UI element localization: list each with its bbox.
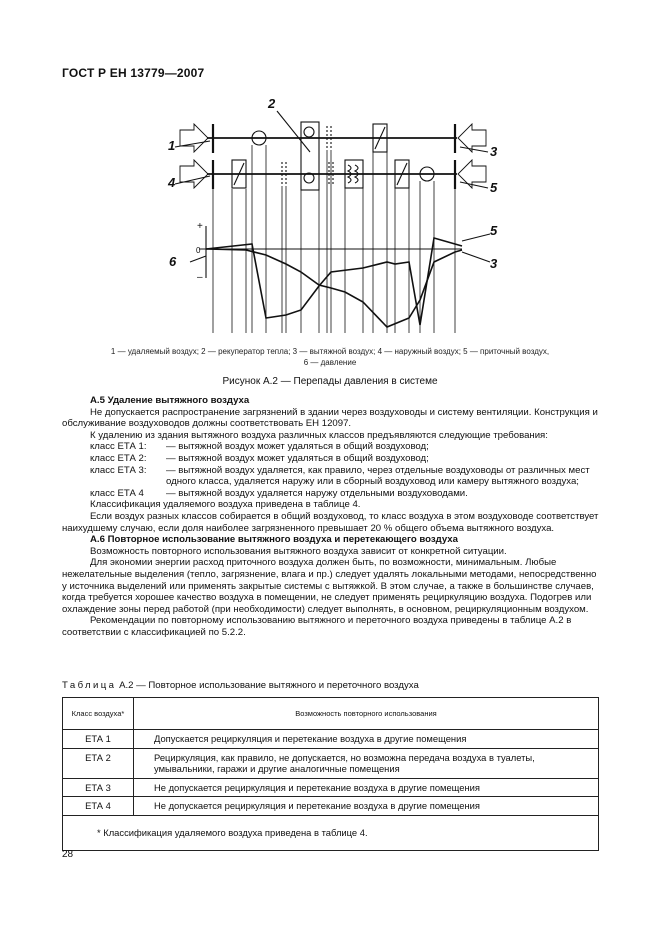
page-number: 28 <box>62 849 74 860</box>
pressure-curve <box>206 238 462 325</box>
pressure-curve <box>206 249 462 327</box>
callout-3-curve: 3 <box>490 256 498 271</box>
table-footnote-row <box>63 815 599 850</box>
recovery-wheel <box>304 127 314 137</box>
table-header-cell: Возможность повторного использования <box>134 698 599 730</box>
callout-2: 2 <box>268 96 276 111</box>
body-text <box>62 395 602 638</box>
class-item: класс ЕТА 4 — вытяжной воздух удаляется наружу отдельными воздуховодами. <box>90 487 468 499</box>
table-title: Таблица А.2 — Повторное использование вытяжного и переточного воздуха <box>62 680 419 691</box>
figure-legend: 1 — удаляемый воздух; 2 — рекуператор тепла; 3 — вытяжной воздух; 4 — наружный воздух; 5 — приточный воздух, 6 — давление <box>110 347 550 367</box>
table-cell: Не допускается рециркуляция и перетекание воздуха в другие помещения <box>134 797 599 816</box>
paragraph: Рекомендации по повторному использованию вытяжного и переточного воздуха приведены в таблице А.2 в соответствии с классификацией по 5.2.2. <box>62 615 572 638</box>
axis-minus: – <box>197 272 203 283</box>
table-row <box>63 778 599 797</box>
class-item: класс ЕТА 1: — вытяжной воздух может удаляться в общий воздуховод; <box>90 441 429 453</box>
table-cell: Не допускается рециркуляция и перетекание воздуха в другие помещения <box>134 778 599 797</box>
table-header-cell: Класс воздуха* <box>63 698 134 730</box>
table-cell: Допускается рециркуляция и перетекание воздуха в другие помещения <box>134 730 599 749</box>
table-footnote: * Классификация удаляемого воздуха приведена в таблице 4. <box>63 815 599 850</box>
callout-5-curve: 5 <box>490 223 498 238</box>
table-cell: ЕТА 3 <box>63 778 134 797</box>
table-row <box>63 748 599 778</box>
class-item: класс ЕТА 2: — вытяжной воздух может удаляться в общий воздуховод; <box>90 452 429 464</box>
section-heading-a6: А.6 Повторное использование вытяжного воздуха и перетекающего воздуха <box>90 534 458 546</box>
paragraph: Классификация удаляемого воздуха приведена в таблице 4. <box>90 499 361 511</box>
table-cell: Рециркуляция, как правило, не допускается, но возможна передача воздуха в туалеты, умывальники, гаражи и другие аналогичные помещения <box>134 748 599 778</box>
table-cell: ЕТА 4 <box>63 797 134 816</box>
class-item-continuation: одного класса, удаляется наружу или в сборный воздуховод или камеру вытяжного воздуха; <box>166 476 579 488</box>
callout-3: 3 <box>490 144 498 159</box>
flow-arrow <box>458 160 486 188</box>
table-row <box>63 730 599 749</box>
paragraph: Не допускается распространение загрязнений в здании через воздуховоды и систему вентиляции. Конструкция и обслуживание воздуховодов должны соответствовать ЕН 12097. <box>62 406 598 430</box>
paragraph: Возможность повторного использования вытяжного воздуха зависит от конкретной ситуации. <box>90 545 507 557</box>
table-cell: ЕТА 1 <box>63 730 134 749</box>
callout-4: 4 <box>168 175 176 190</box>
reuse-table <box>62 697 599 851</box>
paragraph: Для экономии энергии расход приточного воздуха должен быть, по возможности, минимальным. Любые нежелательные выделения (тепло, загрязнение, влага и пр.) следует удалять локальными методами, непосредственно у источника выделений или применять закрытые системы с вытяжкой. В этом случае, а также в большинстве случаев, когда требуется хорошее качество воздуха в помещении, не следует применять рециркуляцию воздуха. Подогрев или охлаждение зоны перед работой (при необходимости) следует выполнять, в основном, рециркуляционным воздухом. <box>62 557 597 615</box>
flow-arrow <box>180 124 208 152</box>
section-heading-a5: А.5 Удаление вытяжного воздуха <box>90 395 250 406</box>
axis-zero: 0 <box>196 246 201 255</box>
table-row <box>63 797 599 816</box>
callout-1: 1 <box>168 138 176 153</box>
callout-5: 5 <box>490 180 498 195</box>
pressure-diagram <box>0 0 661 345</box>
table-header-row <box>63 698 599 730</box>
table-cell: ЕТА 2 <box>63 748 134 778</box>
callout-6: 6 <box>169 254 177 269</box>
axis-plus: + <box>197 221 203 232</box>
class-item: класс ЕТА 3: — вытяжной воздух удаляется, как правило, через отдельные воздуховоды от различных мест <box>90 464 590 476</box>
figure-caption: Рисунок А.2 — Перепады давления в системе <box>222 376 438 387</box>
paragraph: К удалению из здания вытяжного воздуха различных классов предъявляются следующие требования: <box>90 429 548 441</box>
document-header: ГОСТ Р ЕН 13779—2007 <box>62 66 205 80</box>
flow-arrow <box>180 160 208 188</box>
paragraph: Если воздух разных классов собирается в общий воздуховод, то класс воздуха в этом воздуховоде соответствует наихудшему случаю, если доля наиболее загрязненного превышает 20 % общего объема вытяжного воздуха. <box>62 510 599 534</box>
